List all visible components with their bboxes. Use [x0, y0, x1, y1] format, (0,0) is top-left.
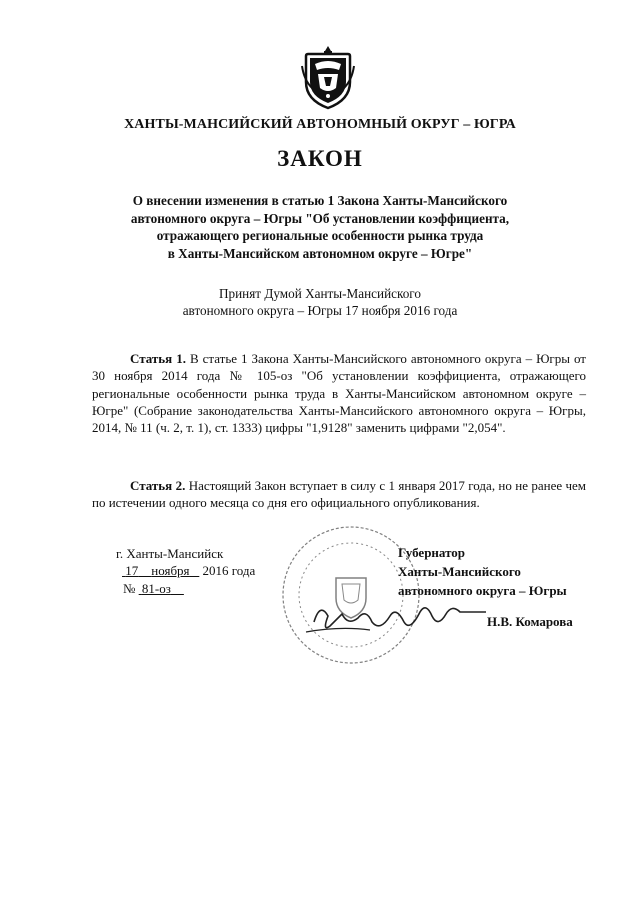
governor-line: Губернатор: [398, 545, 466, 560]
date-day: 17: [125, 563, 139, 578]
signature-icon: [300, 592, 490, 642]
coat-of-arms-icon: [300, 44, 356, 110]
number-prefix: №: [123, 581, 136, 596]
subtitle-line: в Ханты-Мансийском автономном округе – Югре": [167, 245, 473, 261]
date-year: 2016 года: [202, 563, 256, 578]
article-text: В статье 1 Закона Ханты-Мансийского автономного округа – Югры от 30 ноября 2014 года № 105-оз "Об установлении коэффициента, отражающего региональные особенности рынка труда в Ханты-Мансийском автономном округе – Югре" (Собрание законодательства Ханты-Мансийского автономного округа – Югры, 2014, № 11 (ч. 2, т. 1), ст. 1333) цифры "1,9128" заменить цифрами "2,054".: [92, 351, 586, 436]
governor-name: Н.В. Комарова: [487, 614, 573, 629]
date-month: ноября: [151, 563, 190, 578]
article-heading: Статья 1.: [130, 351, 186, 366]
law-subtitle: [60, 192, 580, 262]
subtitle-line: О внесении изменения в статью 1 Закона Ханты-Мансийского: [132, 193, 508, 208]
subtitle-line: отражающего региональные особенности рынка труда: [156, 228, 484, 243]
adoption-line: автономного округа – Югры 17 ноября 2016 года: [182, 303, 458, 318]
signing-place: г. Ханты-Мансийск: [116, 546, 224, 561]
signing-date: [122, 563, 255, 579]
article-heading: Статья 2.: [130, 478, 186, 493]
adoption-note: [60, 285, 580, 319]
adoption-line: Принят Думой Ханты-Мансийского: [219, 286, 421, 301]
subtitle-line: автономного округа – Югры "Об установлении коэффициента,: [130, 210, 510, 226]
region-title: ХАНТЫ-МАНСИЙСКИЙ АВТОНОМНЫЙ ОКРУГ – ЮГРА: [124, 117, 516, 132]
law-number: [123, 581, 184, 597]
governor-line: автономного округа – Югры: [398, 583, 567, 598]
document-type-title: ЗАКОН: [277, 146, 363, 171]
number-value: 81-оз: [141, 581, 171, 596]
article-text: Настоящий Закон вступает в силу с 1 января 2017 года, но не ранее чем по истечении одного месяца со дня его официального опубликования.: [92, 478, 587, 511]
article-1: [92, 350, 586, 436]
article-2: [92, 477, 586, 512]
governor-line: Ханты-Мансийского: [398, 564, 521, 579]
